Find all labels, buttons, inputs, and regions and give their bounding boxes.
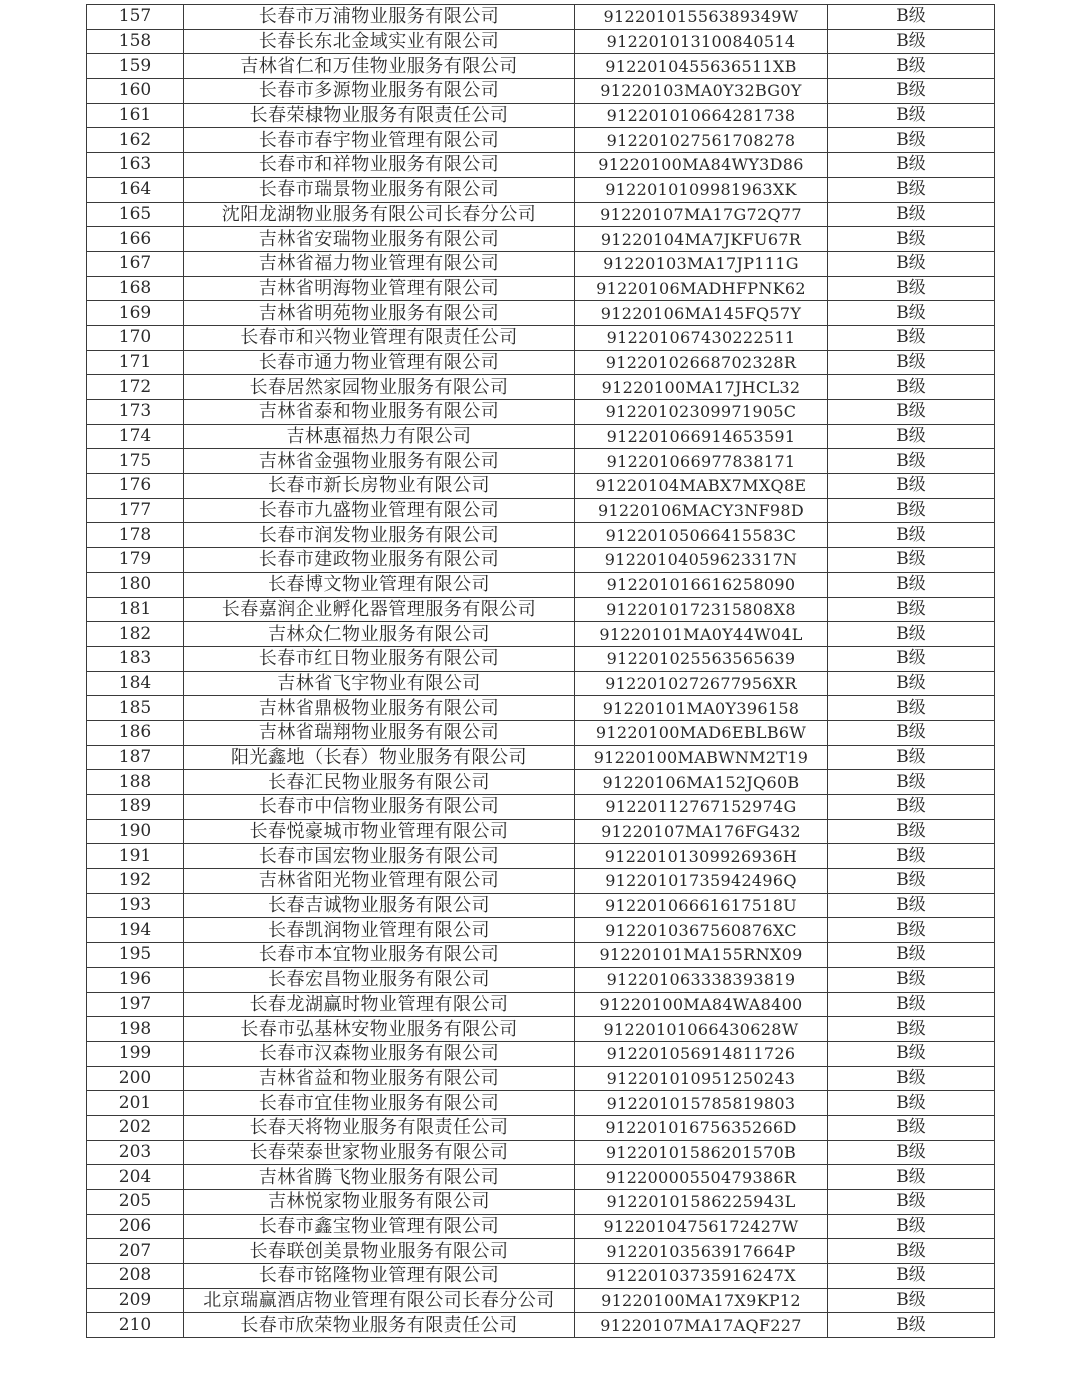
table-row: [87, 251, 995, 276]
table-row: [87, 1140, 995, 1165]
grade-cell: B级: [828, 646, 995, 671]
credit-code-cell: 91220100MA84WA8400: [575, 992, 828, 1017]
row-number-cell: 194: [87, 918, 184, 943]
grade-cell: B级: [828, 202, 995, 227]
company-name-cell: 吉林省腾飞物业服务有限公司: [184, 1165, 575, 1190]
table-row: [87, 1214, 995, 1239]
grade-cell: B级: [828, 251, 995, 276]
table-row: [87, 918, 995, 943]
company-name-cell: 长春长东北金域实业有限公司: [184, 29, 575, 54]
table-row: [87, 1288, 995, 1313]
credit-code-cell: 9122010172315808X8: [575, 597, 828, 622]
row-number-cell: 166: [87, 227, 184, 252]
grade-cell: B级: [828, 1214, 995, 1239]
grade-cell: B级: [828, 893, 995, 918]
row-number-cell: 201: [87, 1091, 184, 1116]
credit-code-cell: 91220100MA17JHCL32: [575, 375, 828, 400]
table-row: [87, 449, 995, 474]
grade-cell: B级: [828, 375, 995, 400]
grade-cell: B级: [828, 1140, 995, 1165]
table-row: [87, 720, 995, 745]
company-name-cell: 长春市欣荣物业服务有限责任公司: [184, 1313, 575, 1338]
row-number-cell: 185: [87, 696, 184, 721]
table-row: [87, 770, 995, 795]
company-name-cell: 吉林省明苑物业服务有限公司: [184, 301, 575, 326]
company-name-cell: 吉林省瑞翔物业服务有限公司: [184, 720, 575, 745]
credit-code-cell: 91220102309971905C: [575, 400, 828, 425]
table-row: [87, 696, 995, 721]
credit-code-cell: 91220103735916247X: [575, 1264, 828, 1289]
credit-code-cell: 912201066977838171: [575, 449, 828, 474]
grade-cell: B级: [828, 128, 995, 153]
credit-code-cell: 91220106MA145FQ57Y: [575, 301, 828, 326]
table-row: [87, 325, 995, 350]
grade-cell: B级: [828, 1017, 995, 1042]
credit-code-cell: 91220103MA17JP111G: [575, 251, 828, 276]
company-name-cell: 长春宏昌物业服务有限公司: [184, 967, 575, 992]
row-number-cell: 180: [87, 572, 184, 597]
company-name-cell: 吉林省鼎极物业服务有限公司: [184, 696, 575, 721]
company-name-cell: 吉林省明海物业管理有限公司: [184, 276, 575, 301]
company-name-cell: 长春汇民物业服务有限公司: [184, 770, 575, 795]
table-row: [87, 29, 995, 54]
credit-code-cell: 91220100MA17X9KP12: [575, 1288, 828, 1313]
credit-code-cell: 912201027561708278: [575, 128, 828, 153]
table-row: [87, 424, 995, 449]
company-name-cell: 长春市中信物业服务有限公司: [184, 795, 575, 820]
company-name-cell: 长春荣泰世家物业服务有限公司: [184, 1140, 575, 1165]
company-name-cell: 长春居然家园物业服务有限公司: [184, 375, 575, 400]
row-number-cell: 208: [87, 1264, 184, 1289]
table-row: [87, 844, 995, 869]
credit-code-cell: 91220105066415583C: [575, 523, 828, 548]
company-name-cell: 吉林惠福热力有限公司: [184, 424, 575, 449]
row-number-cell: 209: [87, 1288, 184, 1313]
row-number-cell: 173: [87, 400, 184, 425]
company-name-cell: 长春市和祥物业服务有限公司: [184, 153, 575, 178]
company-name-cell: 吉林众仁物业服务有限公司: [184, 622, 575, 647]
grade-cell: B级: [828, 153, 995, 178]
table-row: [87, 375, 995, 400]
credit-code-cell: 91220000550479386R: [575, 1165, 828, 1190]
row-number-cell: 197: [87, 992, 184, 1017]
grade-cell: B级: [828, 795, 995, 820]
grade-cell: B级: [828, 597, 995, 622]
company-name-cell: 长春市鑫宝物业管理有限公司: [184, 1214, 575, 1239]
row-number-cell: 188: [87, 770, 184, 795]
credit-code-cell: 91220103MA0Y32BG0Y: [575, 79, 828, 104]
company-name-cell: 长春天将物业服务有限责任公司: [184, 1115, 575, 1140]
credit-code-cell: 91220101MA0Y44W04L: [575, 622, 828, 647]
row-number-cell: 175: [87, 449, 184, 474]
company-name-cell: 长春市铭隆物业管理有限公司: [184, 1264, 575, 1289]
company-name-cell: 吉林省安瑞物业服务有限公司: [184, 227, 575, 252]
row-number-cell: 159: [87, 54, 184, 79]
row-number-cell: 198: [87, 1017, 184, 1042]
table-row: [87, 498, 995, 523]
row-number-cell: 205: [87, 1190, 184, 1215]
credit-code-cell: 91220101735942496Q: [575, 869, 828, 894]
credit-code-cell: 91220104MA7JKFU67R: [575, 227, 828, 252]
grade-cell: B级: [828, 572, 995, 597]
table-row: [87, 646, 995, 671]
table-row: [87, 54, 995, 79]
credit-code-cell: 9122010272677956XR: [575, 671, 828, 696]
company-name-cell: 吉林省金强物业服务有限公司: [184, 449, 575, 474]
row-number-cell: 165: [87, 202, 184, 227]
credit-code-cell: 91220102668702328R: [575, 350, 828, 375]
company-name-cell: 吉林省飞宇物业有限公司: [184, 671, 575, 696]
grade-cell: B级: [828, 54, 995, 79]
table-row: [87, 622, 995, 647]
table-row: [87, 177, 995, 202]
table-row: [87, 671, 995, 696]
company-name-cell: 吉林省泰和物业服务有限公司: [184, 400, 575, 425]
company-name-cell: 长春市春宇物业管理有限公司: [184, 128, 575, 153]
grade-cell: B级: [828, 745, 995, 770]
row-number-cell: 168: [87, 276, 184, 301]
table-row: [87, 1190, 995, 1215]
row-number-cell: 171: [87, 350, 184, 375]
credit-code-cell: 91220107MA176FG432: [575, 819, 828, 844]
row-number-cell: 187: [87, 745, 184, 770]
row-number-cell: 191: [87, 844, 184, 869]
company-name-cell: 长春市宜佳物业服务有限公司: [184, 1091, 575, 1116]
grade-cell: B级: [828, 1165, 995, 1190]
grade-cell: B级: [828, 1288, 995, 1313]
row-number-cell: 195: [87, 943, 184, 968]
company-name-cell: 长春市建政物业服务有限公司: [184, 548, 575, 573]
table-row: [87, 548, 995, 573]
row-number-cell: 177: [87, 498, 184, 523]
grade-cell: B级: [828, 1041, 995, 1066]
credit-code-cell: 91220100MA84WY3D86: [575, 153, 828, 178]
table-row: [87, 1115, 995, 1140]
row-number-cell: 192: [87, 869, 184, 894]
grade-cell: B级: [828, 943, 995, 968]
table-row: [87, 128, 995, 153]
company-name-cell: 长春市新长房物业有限公司: [184, 474, 575, 499]
grade-cell: B级: [828, 5, 995, 30]
row-number-cell: 174: [87, 424, 184, 449]
table-row: [87, 153, 995, 178]
row-number-cell: 183: [87, 646, 184, 671]
grade-cell: B级: [828, 967, 995, 992]
credit-code-cell: 912201013100840514: [575, 29, 828, 54]
credit-code-cell: 91220101556389349W: [575, 5, 828, 30]
credit-code-cell: 91220101MA155RNX09: [575, 943, 828, 968]
grade-cell: B级: [828, 819, 995, 844]
row-number-cell: 167: [87, 251, 184, 276]
credit-code-cell: 912201015785819803: [575, 1091, 828, 1116]
grade-cell: B级: [828, 498, 995, 523]
credit-code-cell: 91220101066430628W: [575, 1017, 828, 1042]
grade-cell: B级: [828, 1264, 995, 1289]
credit-code-cell: 912201056914811726: [575, 1041, 828, 1066]
table-row: [87, 276, 995, 301]
credit-code-cell: 91220100MABWNM2T19: [575, 745, 828, 770]
company-name-cell: 长春市九盛物业管理有限公司: [184, 498, 575, 523]
grade-cell: B级: [828, 400, 995, 425]
table-row: [87, 795, 995, 820]
credit-code-cell: 91220101309926936H: [575, 844, 828, 869]
table-row: [87, 967, 995, 992]
grade-cell: B级: [828, 177, 995, 202]
row-number-cell: 210: [87, 1313, 184, 1338]
company-name-cell: 长春龙湖赢时物业管理有限公司: [184, 992, 575, 1017]
credit-code-cell: 91220107MA17AQF227: [575, 1313, 828, 1338]
row-number-cell: 169: [87, 301, 184, 326]
row-number-cell: 172: [87, 375, 184, 400]
grade-cell: B级: [828, 1115, 995, 1140]
row-number-cell: 178: [87, 523, 184, 548]
row-number-cell: 206: [87, 1214, 184, 1239]
grade-cell: B级: [828, 301, 995, 326]
credit-code-cell: 91220101675635266D: [575, 1115, 828, 1140]
row-number-cell: 193: [87, 893, 184, 918]
table-row: [87, 1066, 995, 1091]
row-number-cell: 204: [87, 1165, 184, 1190]
grade-cell: B级: [828, 29, 995, 54]
table-row: [87, 79, 995, 104]
company-name-cell: 长春市瑞景物业服务有限公司: [184, 177, 575, 202]
company-name-cell: 吉林悦家物业服务有限公司: [184, 1190, 575, 1215]
table-row: [87, 1313, 995, 1338]
grade-cell: B级: [828, 696, 995, 721]
row-number-cell: 158: [87, 29, 184, 54]
company-name-cell: 吉林省福力物业管理有限公司: [184, 251, 575, 276]
company-name-cell: 吉林省仁和万佳物业服务有限公司: [184, 54, 575, 79]
credit-code-cell: 912201063338393819: [575, 967, 828, 992]
grade-cell: B级: [828, 918, 995, 943]
company-name-cell: 长春悦豪城市物业管理有限公司: [184, 819, 575, 844]
credit-code-cell: 912201025563565639: [575, 646, 828, 671]
company-name-cell: 长春市汉森物业服务有限公司: [184, 1041, 575, 1066]
table-row: [87, 103, 995, 128]
company-name-cell: 长春荣棣物业服务有限责任公司: [184, 103, 575, 128]
row-number-cell: 160: [87, 79, 184, 104]
company-name-cell: 长春市通力物业管理有限公司: [184, 350, 575, 375]
table-row: [87, 745, 995, 770]
row-number-cell: 202: [87, 1115, 184, 1140]
table-row: [87, 992, 995, 1017]
row-number-cell: 190: [87, 819, 184, 844]
grade-cell: B级: [828, 992, 995, 1017]
company-name-cell: 长春吉诚物业服务有限公司: [184, 893, 575, 918]
enterprise-grade-table: [86, 4, 995, 1338]
table-row: [87, 1264, 995, 1289]
credit-code-cell: 91220101586201570B: [575, 1140, 828, 1165]
table-row: [87, 819, 995, 844]
row-number-cell: 170: [87, 325, 184, 350]
credit-code-cell: 91220107MA17G72Q77: [575, 202, 828, 227]
credit-code-cell: 9122010367560876XC: [575, 918, 828, 943]
grade-cell: B级: [828, 548, 995, 573]
grade-cell: B级: [828, 103, 995, 128]
row-number-cell: 163: [87, 153, 184, 178]
credit-code-cell: 912201010951250243: [575, 1066, 828, 1091]
row-number-cell: 207: [87, 1239, 184, 1264]
company-name-cell: 长春市本宜物业服务有限公司: [184, 943, 575, 968]
row-number-cell: 181: [87, 597, 184, 622]
credit-code-cell: 91220104059623317N: [575, 548, 828, 573]
row-number-cell: 200: [87, 1066, 184, 1091]
table-row: [87, 597, 995, 622]
row-number-cell: 189: [87, 795, 184, 820]
company-name-cell: 长春市多源物业服务有限公司: [184, 79, 575, 104]
grade-cell: B级: [828, 622, 995, 647]
credit-code-cell: 91220106MA152JQ60B: [575, 770, 828, 795]
grade-cell: B级: [828, 869, 995, 894]
table-row: [87, 572, 995, 597]
credit-code-cell: 91220106MACY3NF98D: [575, 498, 828, 523]
credit-code-cell: 91220104MABX7MXQ8E: [575, 474, 828, 499]
company-name-cell: 沈阳龙湖物业服务有限公司长春分公司: [184, 202, 575, 227]
grade-cell: B级: [828, 474, 995, 499]
company-name-cell: 长春嘉润企业孵化器管理服务有限公司: [184, 597, 575, 622]
table-row: [87, 893, 995, 918]
credit-code-cell: 912201066914653591: [575, 424, 828, 449]
credit-code-cell: 91220103563917664P: [575, 1239, 828, 1264]
table-row: [87, 1017, 995, 1042]
table-row: [87, 227, 995, 252]
grade-cell: B级: [828, 325, 995, 350]
company-name-cell: 长春市国宏物业服务有限公司: [184, 844, 575, 869]
row-number-cell: 162: [87, 128, 184, 153]
grade-cell: B级: [828, 671, 995, 696]
grade-cell: B级: [828, 424, 995, 449]
row-number-cell: 164: [87, 177, 184, 202]
credit-code-cell: 912201016616258090: [575, 572, 828, 597]
grade-cell: B级: [828, 1066, 995, 1091]
grade-cell: B级: [828, 1313, 995, 1338]
credit-code-cell: 9122010109981963XK: [575, 177, 828, 202]
table-row: [87, 301, 995, 326]
grade-cell: B级: [828, 1239, 995, 1264]
table-row: [87, 943, 995, 968]
credit-code-cell: 912201010664281738: [575, 103, 828, 128]
company-name-cell: 阳光鑫地（长春）物业服务有限公司: [184, 745, 575, 770]
company-name-cell: 吉林省阳光物业管理有限公司: [184, 869, 575, 894]
row-number-cell: 182: [87, 622, 184, 647]
row-number-cell: 184: [87, 671, 184, 696]
table-row: [87, 869, 995, 894]
table-row: [87, 1239, 995, 1264]
enterprise-grade-table-page: [86, 4, 992, 1363]
grade-cell: B级: [828, 449, 995, 474]
credit-code-cell: 91220106MADHFPNK62: [575, 276, 828, 301]
row-number-cell: 203: [87, 1140, 184, 1165]
table-row: [87, 400, 995, 425]
company-name-cell: 长春凯润物业管理有限公司: [184, 918, 575, 943]
row-number-cell: 196: [87, 967, 184, 992]
grade-cell: B级: [828, 770, 995, 795]
grade-cell: B级: [828, 720, 995, 745]
grade-cell: B级: [828, 1190, 995, 1215]
credit-code-cell: 91220112767152974G: [575, 795, 828, 820]
credit-code-cell: 91220104756172427W: [575, 1214, 828, 1239]
credit-code-cell: 912201067430222511: [575, 325, 828, 350]
company-name-cell: 长春联创美景物业服务有限公司: [184, 1239, 575, 1264]
grade-cell: B级: [828, 79, 995, 104]
table-row: [87, 350, 995, 375]
credit-code-cell: 91220106661617518U: [575, 893, 828, 918]
table-row: [87, 474, 995, 499]
row-number-cell: 176: [87, 474, 184, 499]
table-row: [87, 5, 995, 30]
credit-code-cell: 91220101MA0Y396158: [575, 696, 828, 721]
table-row: [87, 202, 995, 227]
row-number-cell: 186: [87, 720, 184, 745]
table-body: [87, 5, 995, 1338]
row-number-cell: 157: [87, 5, 184, 30]
row-number-cell: 199: [87, 1041, 184, 1066]
company-name-cell: 长春市弘基林安物业服务有限公司: [184, 1017, 575, 1042]
table-row: [87, 1165, 995, 1190]
credit-code-cell: 9122010455636511XB: [575, 54, 828, 79]
grade-cell: B级: [828, 276, 995, 301]
table-row: [87, 523, 995, 548]
row-number-cell: 179: [87, 548, 184, 573]
company-name-cell: 吉林省益和物业服务有限公司: [184, 1066, 575, 1091]
table-row: [87, 1091, 995, 1116]
table-row: [87, 1041, 995, 1066]
grade-cell: B级: [828, 523, 995, 548]
credit-code-cell: 91220101586225943L: [575, 1190, 828, 1215]
company-name-cell: 长春市万浦物业服务有限公司: [184, 5, 575, 30]
grade-cell: B级: [828, 350, 995, 375]
grade-cell: B级: [828, 1091, 995, 1116]
company-name-cell: 长春博文物业管理有限公司: [184, 572, 575, 597]
company-name-cell: 长春市红日物业服务有限公司: [184, 646, 575, 671]
company-name-cell: 长春市润发物业服务有限公司: [184, 523, 575, 548]
company-name-cell: 北京瑞赢酒店物业管理有限公司长春分公司: [184, 1288, 575, 1313]
grade-cell: B级: [828, 844, 995, 869]
row-number-cell: 161: [87, 103, 184, 128]
grade-cell: B级: [828, 227, 995, 252]
credit-code-cell: 91220100MAD6EBLB6W: [575, 720, 828, 745]
company-name-cell: 长春市和兴物业管理有限责任公司: [184, 325, 575, 350]
